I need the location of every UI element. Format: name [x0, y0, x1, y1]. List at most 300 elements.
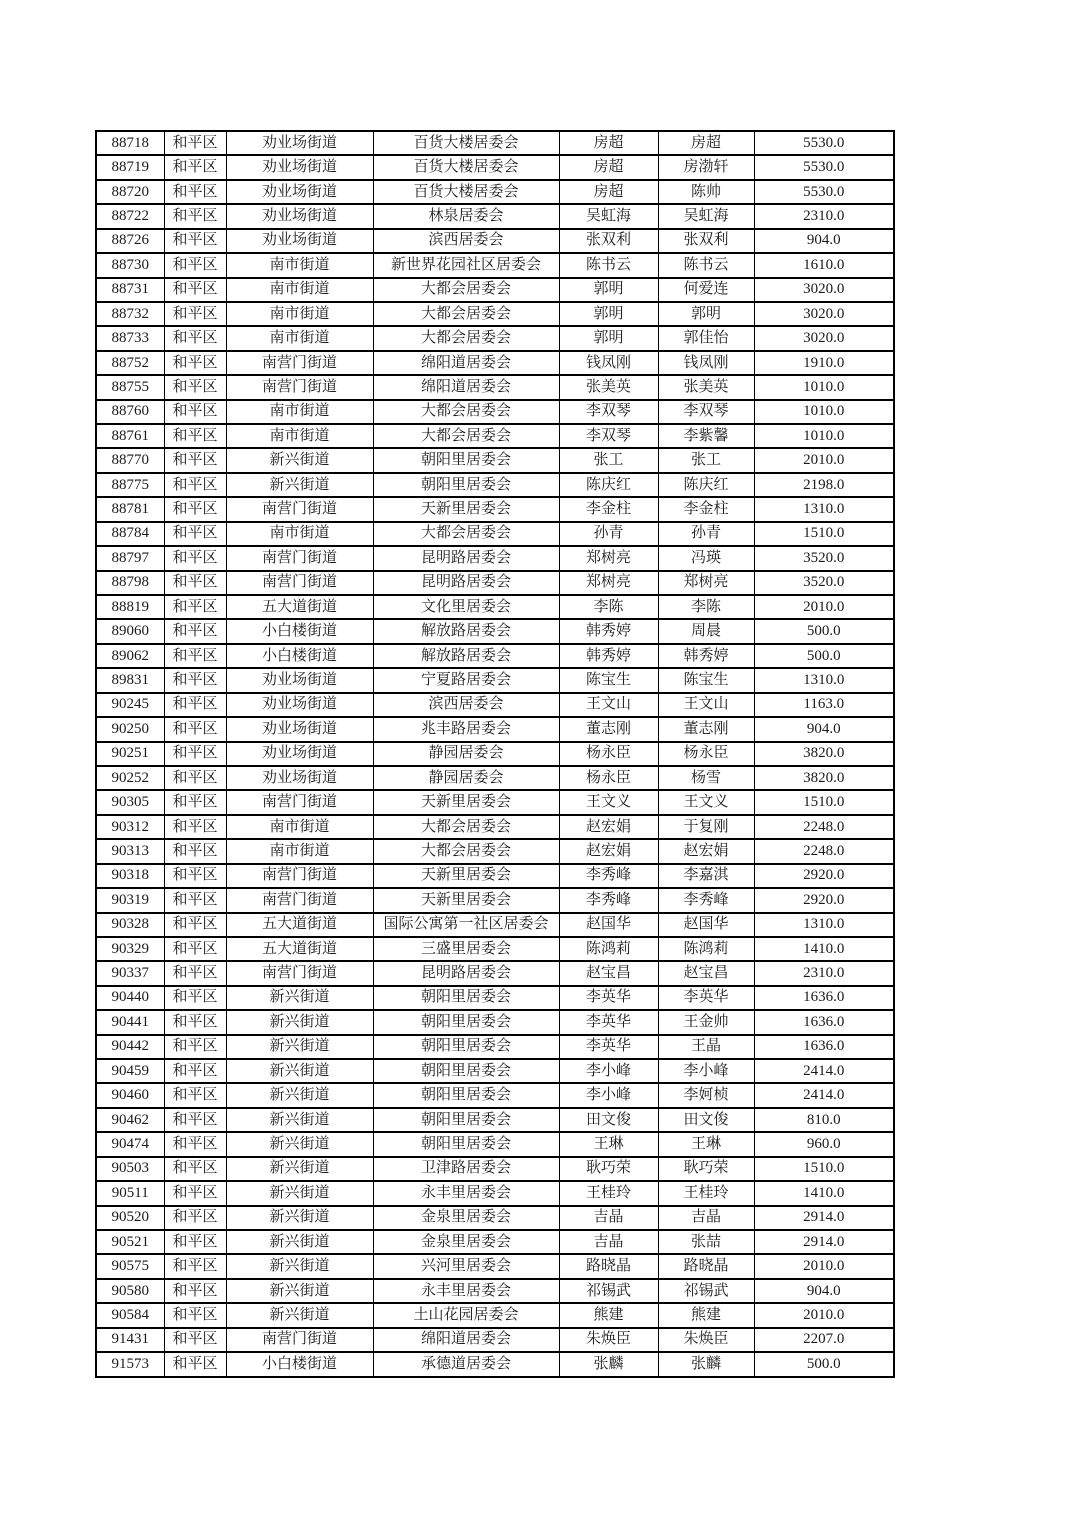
- cell-committee: 绵阳道居委会: [373, 351, 559, 375]
- cell-committee: 三盛里居委会: [373, 937, 559, 961]
- cell-name1: 房超: [559, 155, 658, 179]
- cell-name1: 陈宝生: [559, 668, 658, 692]
- cell-name1: 赵宏娟: [559, 839, 658, 863]
- cell-street: 新兴街道: [226, 1206, 373, 1230]
- cell-id: 90575: [96, 1254, 164, 1278]
- cell-committee: 百货大楼居委会: [373, 131, 559, 155]
- cell-name2: 郭明: [658, 302, 754, 326]
- cell-name1: 赵宝昌: [559, 961, 658, 985]
- cell-id: 88722: [96, 204, 164, 228]
- cell-name1: 房超: [559, 180, 658, 204]
- cell-street: 南市街道: [226, 326, 373, 350]
- cell-committee: 朝阳里居委会: [373, 448, 559, 472]
- cell-name2: 何爱连: [658, 278, 754, 302]
- cell-amount: 2914.0: [754, 1206, 894, 1230]
- cell-street: 新兴街道: [226, 1230, 373, 1254]
- cell-name1: 张美英: [559, 375, 658, 399]
- cell-street: 南市街道: [226, 815, 373, 839]
- cell-committee: 永丰里居委会: [373, 1181, 559, 1205]
- cell-amount: 3020.0: [754, 326, 894, 350]
- cell-id: 88775: [96, 473, 164, 497]
- table-row: [96, 351, 894, 375]
- cell-id: 90328: [96, 913, 164, 937]
- cell-district: 和平区: [164, 1352, 226, 1377]
- cell-street: 新兴街道: [226, 1083, 373, 1107]
- cell-committee: 解放路居委会: [373, 619, 559, 643]
- cell-street: 南营门街道: [226, 375, 373, 399]
- cell-street: 南市街道: [226, 400, 373, 424]
- cell-id: 88784: [96, 522, 164, 546]
- cell-name2: 孙青: [658, 522, 754, 546]
- cell-name1: 王文山: [559, 693, 658, 717]
- cell-id: 90521: [96, 1230, 164, 1254]
- cell-committee: 静园居委会: [373, 742, 559, 766]
- cell-name2: 李英华: [658, 986, 754, 1010]
- cell-id: 90441: [96, 1010, 164, 1034]
- cell-street: 小白楼街道: [226, 619, 373, 643]
- cell-amount: 3520.0: [754, 546, 894, 570]
- cell-name2: 陈帅: [658, 180, 754, 204]
- table-row: [96, 546, 894, 570]
- cell-id: 90318: [96, 864, 164, 888]
- cell-committee: 大都会居委会: [373, 326, 559, 350]
- cell-id: 88732: [96, 302, 164, 326]
- cell-id: 90252: [96, 766, 164, 790]
- cell-committee: 天新里居委会: [373, 497, 559, 521]
- cell-street: 新兴街道: [226, 473, 373, 497]
- cell-name1: 房超: [559, 131, 658, 155]
- table-row: [96, 961, 894, 985]
- cell-name1: 赵宏娟: [559, 815, 658, 839]
- cell-name1: 董志刚: [559, 717, 658, 741]
- cell-name1: 吴虹海: [559, 204, 658, 228]
- cell-name2: 陈宝生: [658, 668, 754, 692]
- cell-name2: 陈鸿莉: [658, 937, 754, 961]
- cell-amount: 5530.0: [754, 180, 894, 204]
- cell-id: 90319: [96, 888, 164, 912]
- cell-name1: 王文义: [559, 790, 658, 814]
- cell-committee: 承德道居委会: [373, 1352, 559, 1377]
- cell-amount: 2248.0: [754, 815, 894, 839]
- cell-name2: 董志刚: [658, 717, 754, 741]
- table-row: [96, 448, 894, 472]
- cell-committee: 金泉里居委会: [373, 1206, 559, 1230]
- table-row: [96, 302, 894, 326]
- cell-committee: 滨西居委会: [373, 229, 559, 253]
- cell-amount: 2310.0: [754, 204, 894, 228]
- cell-id: 90442: [96, 1035, 164, 1059]
- cell-street: 南市街道: [226, 424, 373, 448]
- cell-name1: 李双琴: [559, 424, 658, 448]
- cell-name1: 李秀峰: [559, 888, 658, 912]
- cell-name2: 杨雪: [658, 766, 754, 790]
- cell-name1: 吉晶: [559, 1206, 658, 1230]
- table-row: [96, 717, 894, 741]
- cell-amount: 1510.0: [754, 790, 894, 814]
- cell-district: 和平区: [164, 302, 226, 326]
- cell-street: 南营门街道: [226, 497, 373, 521]
- cell-district: 和平区: [164, 1010, 226, 1034]
- cell-district: 和平区: [164, 913, 226, 937]
- cell-name1: 钱凤刚: [559, 351, 658, 375]
- cell-district: 和平区: [164, 497, 226, 521]
- cell-street: 劝业场街道: [226, 668, 373, 692]
- cell-name2: 李双琴: [658, 400, 754, 424]
- cell-name1: 李英华: [559, 1035, 658, 1059]
- cell-id: 90245: [96, 693, 164, 717]
- table-row: [96, 742, 894, 766]
- cell-amount: 1410.0: [754, 1181, 894, 1205]
- table-row: [96, 839, 894, 863]
- cell-id: 91431: [96, 1328, 164, 1352]
- table-row: [96, 1303, 894, 1327]
- cell-amount: 1636.0: [754, 986, 894, 1010]
- cell-name1: 耿巧荣: [559, 1157, 658, 1181]
- cell-street: 南市街道: [226, 253, 373, 277]
- cell-name2: 钱凤刚: [658, 351, 754, 375]
- cell-amount: 2914.0: [754, 1230, 894, 1254]
- cell-district: 和平区: [164, 400, 226, 424]
- cell-name2: 李嘉淇: [658, 864, 754, 888]
- cell-district: 和平区: [164, 790, 226, 814]
- cell-street: 南营门街道: [226, 961, 373, 985]
- cell-id: 90313: [96, 839, 164, 863]
- cell-amount: 2010.0: [754, 448, 894, 472]
- cell-district: 和平区: [164, 1108, 226, 1132]
- table-row: [96, 1157, 894, 1181]
- cell-district: 和平区: [164, 1059, 226, 1083]
- cell-name2: 李紫馨: [658, 424, 754, 448]
- cell-amount: 1010.0: [754, 375, 894, 399]
- cell-committee: 国际公寓第一社区居委会: [373, 913, 559, 937]
- cell-committee: 新世界花园社区居委会: [373, 253, 559, 277]
- table-row: [96, 815, 894, 839]
- cell-amount: 2248.0: [754, 839, 894, 863]
- cell-amount: 810.0: [754, 1108, 894, 1132]
- cell-id: 90312: [96, 815, 164, 839]
- table-row: [96, 180, 894, 204]
- cell-amount: 1310.0: [754, 497, 894, 521]
- cell-name1: 陈鸿莉: [559, 937, 658, 961]
- cell-district: 和平区: [164, 131, 226, 155]
- cell-district: 和平区: [164, 815, 226, 839]
- table-row: [96, 571, 894, 595]
- cell-name1: 郑树亮: [559, 571, 658, 595]
- cell-district: 和平区: [164, 619, 226, 643]
- cell-name1: 郭明: [559, 278, 658, 302]
- cell-district: 和平区: [164, 278, 226, 302]
- table-row: [96, 253, 894, 277]
- cell-id: 88798: [96, 571, 164, 595]
- cell-committee: 朝阳里居委会: [373, 1035, 559, 1059]
- cell-id: 88797: [96, 546, 164, 570]
- cell-name2: 赵宏娟: [658, 839, 754, 863]
- cell-id: 88781: [96, 497, 164, 521]
- table-row: [96, 204, 894, 228]
- cell-street: 劝业场街道: [226, 742, 373, 766]
- cell-street: 五大道街道: [226, 595, 373, 619]
- cell-name2: 李小峰: [658, 1059, 754, 1083]
- cell-amount: 1010.0: [754, 424, 894, 448]
- cell-name2: 路晓晶: [658, 1254, 754, 1278]
- cell-amount: 1636.0: [754, 1010, 894, 1034]
- cell-amount: 5530.0: [754, 131, 894, 155]
- cell-committee: 天新里居委会: [373, 888, 559, 912]
- cell-id: 90520: [96, 1206, 164, 1230]
- cell-id: 88819: [96, 595, 164, 619]
- cell-amount: 2920.0: [754, 888, 894, 912]
- cell-amount: 2414.0: [754, 1083, 894, 1107]
- cell-committee: 朝阳里居委会: [373, 986, 559, 1010]
- cell-committee: 解放路居委会: [373, 644, 559, 668]
- table-row: [96, 668, 894, 692]
- cell-name1: 王桂玲: [559, 1181, 658, 1205]
- cell-district: 和平区: [164, 1254, 226, 1278]
- cell-street: 劝业场街道: [226, 180, 373, 204]
- cell-name2: 王晶: [658, 1035, 754, 1059]
- cell-name2: 李陈: [658, 595, 754, 619]
- cell-id: 90337: [96, 961, 164, 985]
- cell-committee: 百货大楼居委会: [373, 180, 559, 204]
- table-row: [96, 1328, 894, 1352]
- cell-street: 新兴街道: [226, 1108, 373, 1132]
- cell-amount: 2198.0: [754, 473, 894, 497]
- cell-committee: 大都会居委会: [373, 278, 559, 302]
- cell-name2: 郭佳怡: [658, 326, 754, 350]
- table-row: [96, 424, 894, 448]
- cell-amount: 5530.0: [754, 155, 894, 179]
- table-row: [96, 619, 894, 643]
- cell-name1: 赵国华: [559, 913, 658, 937]
- cell-amount: 3820.0: [754, 766, 894, 790]
- cell-street: 新兴街道: [226, 1010, 373, 1034]
- table-row: [96, 644, 894, 668]
- table-row: [96, 693, 894, 717]
- cell-district: 和平区: [164, 1303, 226, 1327]
- cell-committee: 朝阳里居委会: [373, 1132, 559, 1156]
- cell-name1: 王琳: [559, 1132, 658, 1156]
- cell-street: 南营门街道: [226, 864, 373, 888]
- cell-committee: 永丰里居委会: [373, 1279, 559, 1303]
- cell-street: 小白楼街道: [226, 1352, 373, 1377]
- cell-committee: 林泉居委会: [373, 204, 559, 228]
- cell-name2: 吉晶: [658, 1206, 754, 1230]
- table-row: [96, 497, 894, 521]
- table-row: [96, 1279, 894, 1303]
- cell-name1: 祁锡武: [559, 1279, 658, 1303]
- cell-committee: 大都会居委会: [373, 400, 559, 424]
- cell-amount: 2010.0: [754, 1303, 894, 1327]
- cell-district: 和平区: [164, 424, 226, 448]
- cell-committee: 天新里居委会: [373, 864, 559, 888]
- cell-amount: 904.0: [754, 1279, 894, 1303]
- cell-amount: 2010.0: [754, 595, 894, 619]
- cell-street: 新兴街道: [226, 1279, 373, 1303]
- cell-amount: 1310.0: [754, 913, 894, 937]
- cell-amount: 904.0: [754, 229, 894, 253]
- cell-amount: 904.0: [754, 717, 894, 741]
- cell-amount: 1010.0: [754, 400, 894, 424]
- cell-street: 新兴街道: [226, 1132, 373, 1156]
- cell-district: 和平区: [164, 448, 226, 472]
- table-row: [96, 986, 894, 1010]
- table-row: [96, 766, 894, 790]
- table-row: [96, 1206, 894, 1230]
- cell-id: 88755: [96, 375, 164, 399]
- cell-name1: 陈庆红: [559, 473, 658, 497]
- cell-street: 五大道街道: [226, 913, 373, 937]
- table-row: [96, 1010, 894, 1034]
- cell-committee: 昆明路居委会: [373, 546, 559, 570]
- cell-name1: 李金柱: [559, 497, 658, 521]
- cell-id: 88720: [96, 180, 164, 204]
- cell-name2: 陈庆红: [658, 473, 754, 497]
- cell-district: 和平区: [164, 229, 226, 253]
- cell-district: 和平区: [164, 546, 226, 570]
- cell-committee: 大都会居委会: [373, 522, 559, 546]
- cell-committee: 卫津路居委会: [373, 1157, 559, 1181]
- cell-name1: 李秀峰: [559, 864, 658, 888]
- cell-name2: 李秀峰: [658, 888, 754, 912]
- cell-amount: 500.0: [754, 619, 894, 643]
- cell-committee: 百货大楼居委会: [373, 155, 559, 179]
- cell-name1: 杨永臣: [559, 742, 658, 766]
- cell-name1: 张麟: [559, 1352, 658, 1377]
- cell-committee: 大都会居委会: [373, 302, 559, 326]
- cell-street: 南市街道: [226, 522, 373, 546]
- cell-name1: 李小峰: [559, 1083, 658, 1107]
- cell-id: 88761: [96, 424, 164, 448]
- cell-id: 88718: [96, 131, 164, 155]
- cell-street: 新兴街道: [226, 1157, 373, 1181]
- cell-street: 新兴街道: [226, 986, 373, 1010]
- cell-id: 88760: [96, 400, 164, 424]
- table-row: [96, 375, 894, 399]
- table-row: [96, 888, 894, 912]
- cell-name2: 赵国华: [658, 913, 754, 937]
- cell-amount: 2920.0: [754, 864, 894, 888]
- cell-name2: 周晨: [658, 619, 754, 643]
- cell-committee: 昆明路居委会: [373, 571, 559, 595]
- cell-street: 新兴街道: [226, 1181, 373, 1205]
- cell-id: 90474: [96, 1132, 164, 1156]
- cell-id: 90250: [96, 717, 164, 741]
- table-row: [96, 1035, 894, 1059]
- cell-street: 劝业场街道: [226, 229, 373, 253]
- cell-name2: 王桂玲: [658, 1181, 754, 1205]
- cell-name1: 朱焕臣: [559, 1328, 658, 1352]
- cell-name2: 吴虹海: [658, 204, 754, 228]
- table-row: [96, 1254, 894, 1278]
- cell-street: 劝业场街道: [226, 693, 373, 717]
- cell-district: 和平区: [164, 1206, 226, 1230]
- cell-name1: 路晓晶: [559, 1254, 658, 1278]
- cell-name1: 韩秀婷: [559, 619, 658, 643]
- table-row: [96, 937, 894, 961]
- cell-amount: 1610.0: [754, 253, 894, 277]
- cell-street: 劝业场街道: [226, 204, 373, 228]
- cell-district: 和平区: [164, 326, 226, 350]
- cell-street: 劝业场街道: [226, 131, 373, 155]
- cell-district: 和平区: [164, 351, 226, 375]
- cell-amount: 3020.0: [754, 278, 894, 302]
- cell-committee: 朝阳里居委会: [373, 1108, 559, 1132]
- cell-name2: 田文俊: [658, 1108, 754, 1132]
- cell-id: 90251: [96, 742, 164, 766]
- cell-district: 和平区: [164, 1132, 226, 1156]
- cell-amount: 960.0: [754, 1132, 894, 1156]
- cell-street: 南市街道: [226, 839, 373, 863]
- cell-name1: 李陈: [559, 595, 658, 619]
- cell-id: 88733: [96, 326, 164, 350]
- cell-street: 南营门街道: [226, 546, 373, 570]
- table-row: [96, 1181, 894, 1205]
- cell-amount: 3020.0: [754, 302, 894, 326]
- cell-name2: 耿巧荣: [658, 1157, 754, 1181]
- cell-name1: 郭明: [559, 326, 658, 350]
- cell-district: 和平区: [164, 571, 226, 595]
- cell-id: 88730: [96, 253, 164, 277]
- cell-amount: 2010.0: [754, 1254, 894, 1278]
- cell-id: 90460: [96, 1083, 164, 1107]
- cell-name2: 张喆: [658, 1230, 754, 1254]
- cell-amount: 1636.0: [754, 1035, 894, 1059]
- cell-committee: 朝阳里居委会: [373, 1010, 559, 1034]
- table-row: [96, 1132, 894, 1156]
- cell-street: 劝业场街道: [226, 717, 373, 741]
- cell-street: 南营门街道: [226, 790, 373, 814]
- cell-committee: 朝阳里居委会: [373, 1083, 559, 1107]
- cell-street: 新兴街道: [226, 1035, 373, 1059]
- cell-committee: 朝阳里居委会: [373, 473, 559, 497]
- cell-committee: 文化里居委会: [373, 595, 559, 619]
- cell-district: 和平区: [164, 668, 226, 692]
- cell-committee: 宁夏路居委会: [373, 668, 559, 692]
- cell-street: 南营门街道: [226, 888, 373, 912]
- cell-name2: 房渤轩: [658, 155, 754, 179]
- cell-name2: 王文山: [658, 693, 754, 717]
- cell-amount: 2310.0: [754, 961, 894, 985]
- cell-name2: 房超: [658, 131, 754, 155]
- cell-id: 88770: [96, 448, 164, 472]
- cell-district: 和平区: [164, 595, 226, 619]
- cell-street: 南营门街道: [226, 1328, 373, 1352]
- cell-id: 90462: [96, 1108, 164, 1132]
- cell-committee: 大都会居委会: [373, 424, 559, 448]
- table-row: [96, 1230, 894, 1254]
- cell-name2: 韩秀婷: [658, 644, 754, 668]
- cell-street: 新兴街道: [226, 1303, 373, 1327]
- cell-name2: 张双利: [658, 229, 754, 253]
- cell-name2: 杨永臣: [658, 742, 754, 766]
- cell-committee: 兆丰路居委会: [373, 717, 559, 741]
- cell-amount: 3520.0: [754, 571, 894, 595]
- cell-amount: 1510.0: [754, 1157, 894, 1181]
- cell-name2: 王琳: [658, 1132, 754, 1156]
- cell-district: 和平区: [164, 986, 226, 1010]
- cell-district: 和平区: [164, 204, 226, 228]
- table-row: [96, 595, 894, 619]
- table-row: [96, 864, 894, 888]
- cell-id: 89062: [96, 644, 164, 668]
- cell-name2: 郑树亮: [658, 571, 754, 595]
- cell-amount: 2207.0: [754, 1328, 894, 1352]
- cell-name1: 熊建: [559, 1303, 658, 1327]
- cell-district: 和平区: [164, 180, 226, 204]
- cell-street: 南市街道: [226, 302, 373, 326]
- records-table-body: [96, 131, 894, 1377]
- cell-amount: 1310.0: [754, 668, 894, 692]
